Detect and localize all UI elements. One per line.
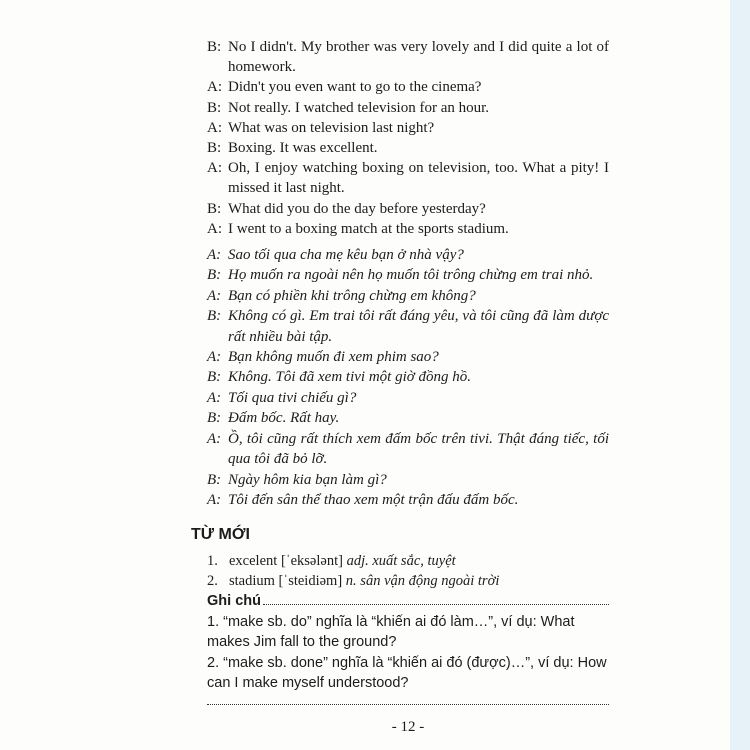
dialogue-line (207, 138, 609, 158)
line-text: Not really. I watched television for an hour. (228, 99, 490, 116)
vocab-ipa: [ˈeksələnt] (280, 553, 343, 570)
line-text: Không. Tôi đã xem tivi một giờ đồng hồ. (228, 369, 471, 386)
speaker: B: (207, 471, 222, 488)
line-text: Didn't you even want to go to the cinema? (228, 79, 482, 96)
speaker: B: (207, 140, 222, 157)
dialogue-line (207, 429, 609, 470)
speaker: A: (207, 349, 222, 366)
line-text: Ngày hôm kia bạn làm gì? (228, 471, 387, 488)
vocab-meaning: adj. xuất sắc, tuyệt (346, 553, 456, 570)
dialogue-line (207, 219, 609, 239)
speaker: A: (207, 247, 222, 264)
speaker: B: (207, 39, 222, 55)
item-number: 2. (207, 573, 218, 590)
line-text: Tối qua tivi chiếu gì? (228, 389, 357, 406)
line-text: Họ muốn ra ngoài nên họ muốn tôi trông chừng em trai nhỏ. (228, 267, 594, 284)
speaker: A: (207, 160, 222, 177)
line-text: No I didn't. My brother was very lovely and I did quite a lot of homework. (228, 39, 609, 76)
dialogue-line (207, 98, 609, 118)
vocab-heading: TỪ MỚI (191, 526, 250, 544)
dialogue-line (207, 367, 609, 387)
line-text: Đấm bốc. Rất hay. (228, 410, 340, 427)
dialogue-line (207, 118, 609, 138)
speaker: A: (207, 389, 222, 406)
dialogue-line (207, 77, 609, 97)
vocab-item (207, 551, 609, 571)
line-text: What did you do the day before yesterday? (228, 200, 486, 217)
dialogue-line (207, 306, 609, 347)
speaker: A: (207, 220, 222, 237)
line-text: Bạn không muốn đi xem phim sao? (228, 349, 439, 366)
line-text: Boxing. It was excellent. (228, 140, 378, 157)
speaker: A: (207, 79, 222, 96)
dialogue-line (207, 347, 609, 367)
item-number: 1. (207, 553, 218, 570)
dotted-rule (263, 592, 609, 605)
speaker: B: (207, 267, 222, 284)
speaker: A: (207, 491, 222, 508)
line-text: Bạn có phiền khi trông chừng em không? (228, 287, 476, 304)
vocab-word: stadium (229, 573, 275, 590)
speaker: B: (207, 308, 222, 325)
vocab-item (207, 571, 609, 591)
dialogue-line (207, 37, 609, 77)
dialogue-line (207, 199, 609, 219)
dialogue-line (207, 408, 609, 428)
line-text: Oh, I enjoy watching boxing on television, too. What a pity! I missed it last night. (228, 160, 609, 197)
speaker: B: (207, 99, 222, 116)
dialogue-line (207, 388, 609, 408)
speaker: B: (207, 200, 222, 217)
dotted-rule (207, 696, 609, 705)
dialogue-line (207, 470, 609, 490)
speaker: A: (207, 430, 222, 447)
notes-section (207, 591, 609, 705)
note-item: 1. “make sb. do” nghĩa là “khiến ai đó làm…”, ví dụ: What makes Jim fall to the ground? (207, 613, 575, 651)
dialogue-line (207, 265, 609, 285)
speaker: A: (207, 287, 222, 304)
notes-header (207, 591, 609, 612)
speaker: A: (207, 119, 222, 136)
line-text: Tôi đến sân thể thao xem một trận đấu đấm bốc. (228, 491, 519, 508)
page-content (191, 0, 609, 737)
line-text: Ồ, tôi cũng rất thích xem đấm bốc trên tivi. Thật đáng tiếc, tối qua tôi đã bỏ lỡ. (228, 430, 609, 468)
vocab-ipa: [ˈsteidiəm] (278, 573, 343, 590)
dialogue-english (207, 37, 609, 239)
line-text: Không có gì. Em trai tôi rất đáng yêu, và tôi cũng đã làm dược rất nhiều bài tập. (228, 308, 609, 345)
line-text: I went to a boxing match at the sports stadium. (228, 220, 509, 237)
vocab-meaning: n. sân vận động ngoài trời (345, 573, 500, 590)
notes-heading: Ghi chú (207, 593, 261, 610)
speaker: B: (207, 410, 222, 427)
dialogue-line (207, 158, 609, 198)
vocab-list (207, 551, 609, 591)
page-number: - 12 - (391, 718, 425, 735)
dialogue-vietnamese (207, 245, 609, 510)
dialogue-line (207, 490, 609, 510)
dialogue-line (207, 286, 609, 306)
note-item: 2. “make sb. done” nghĩa là “khiến ai đó (được)…”, ví dụ: How can I make myself understood? (207, 654, 607, 692)
line-text: Sao tối qua cha mẹ kêu bạn ở nhà vậy? (228, 247, 464, 264)
dialogue-line (207, 245, 609, 265)
line-text: What was on television last night? (228, 119, 435, 136)
vocab-word: excelent (229, 553, 278, 570)
speaker: B: (207, 369, 222, 386)
page-edge (730, 0, 750, 750)
